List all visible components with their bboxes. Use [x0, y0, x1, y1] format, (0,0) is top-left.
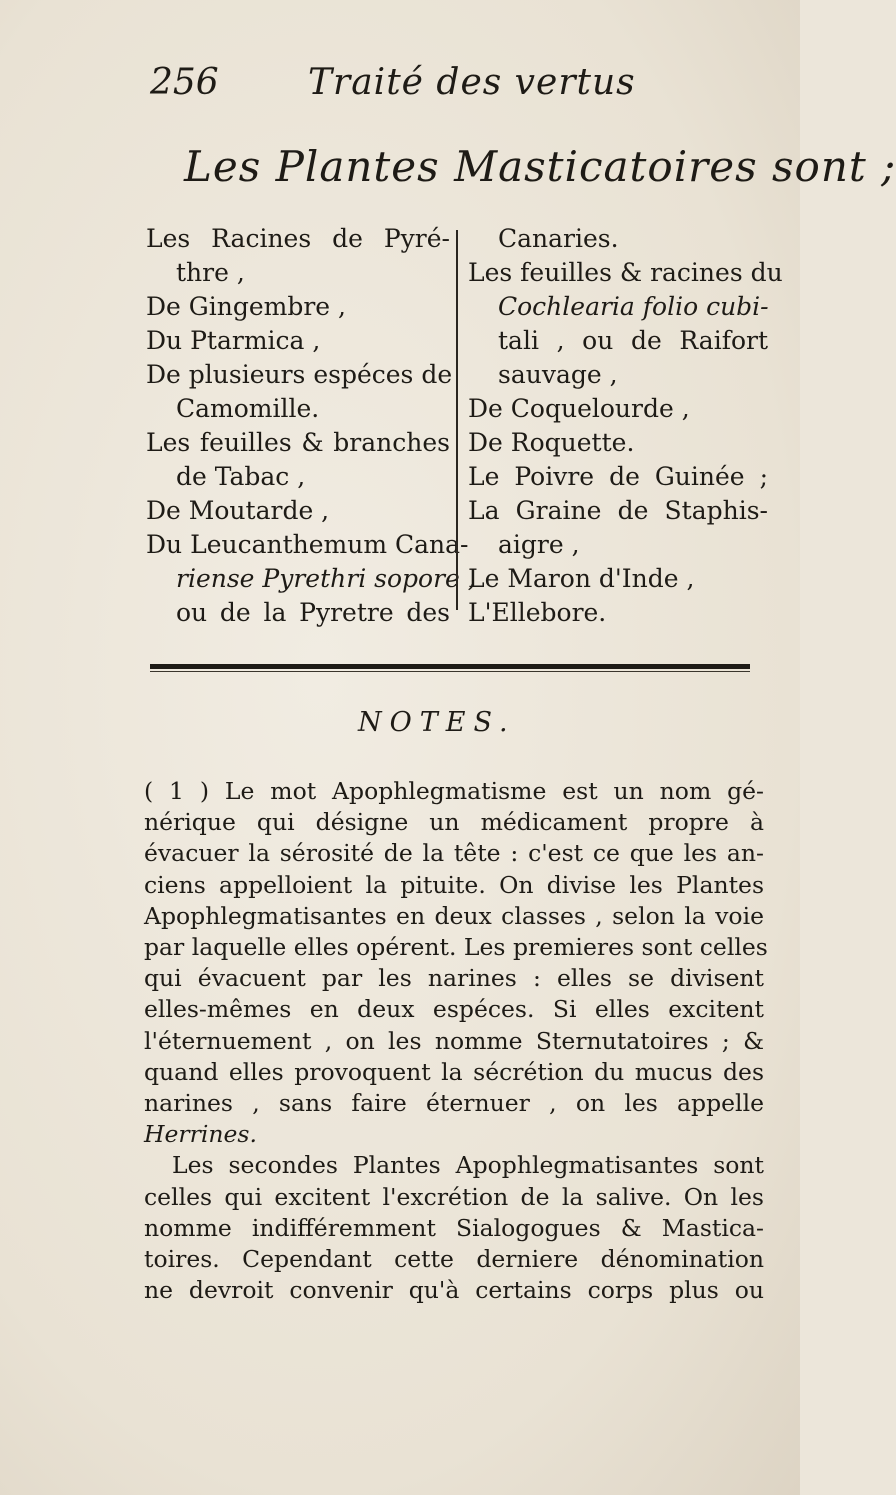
notes-line: quand elles provoquent la sécrétion du mucus des — [144, 1057, 764, 1086]
notes-line: évacuer la sérosité de la tête : c'est ce que les an- — [144, 839, 764, 868]
section-rule-thin — [150, 671, 750, 672]
left-line: De Gingembre , — [146, 292, 346, 321]
notes-line: par laquelle elles opérent. Les premieres sont celles — [144, 933, 768, 962]
left-line: Du Ptarmica , — [146, 326, 321, 355]
notes-line: nérique qui désigne un médicament propre à — [144, 808, 764, 837]
left-column — [146, 222, 476, 630]
right-line: De Coquelourde , — [468, 394, 690, 423]
notes-line: toires. Cependant cette derniere dénomination — [144, 1245, 764, 1274]
running-title: Traité des vertus — [308, 62, 636, 103]
right-line: Le Maron d'Inde , — [468, 564, 695, 593]
page-number: 256 — [150, 62, 219, 103]
notes-line: ciens appelloient la pituite. On divise les Plantes — [144, 870, 764, 899]
right-column — [468, 222, 783, 630]
notes-line: narines , sans faire éternuer , on les appelle — [144, 1089, 764, 1118]
left-line: Les feuilles & branches — [146, 428, 450, 457]
right-line: L'Ellebore. — [468, 598, 607, 627]
right-line: aigre , — [498, 530, 580, 559]
notes-line: qui évacuent par les narines : elles se divisent — [144, 964, 764, 993]
right-line: sauvage , — [498, 360, 618, 389]
left-line: thre , — [176, 258, 245, 287]
notes-line: elles-mêmes en deux espéces. Si elles excitent — [144, 995, 764, 1024]
notes-line: celles qui excitent l'excrétion de la salive. On les — [144, 1182, 764, 1211]
notes-line: Apophlegmatisantes en deux classes , selon la voie — [144, 901, 764, 930]
left-line: de Tabac , — [176, 462, 306, 491]
right-line: La Graine de Staphis- — [468, 496, 768, 525]
right-line: Canaries. — [498, 224, 619, 253]
right-line: De Roquette. — [468, 428, 635, 457]
notes-line: l'éternuement , on les nomme Sternutatoires ; & — [144, 1026, 764, 1055]
right-line: tali , ou de Raifort — [498, 326, 768, 355]
notes-line: Herrines. — [144, 1120, 257, 1149]
notes-line: ne devroit convenir qu'à certains corps plus ou — [144, 1276, 764, 1305]
left-line: ou de la Pyretre des — [176, 598, 450, 627]
left-line: Les Racines de Pyré- — [146, 224, 450, 253]
left-line: Du Leucanthemum Cana- — [146, 530, 469, 559]
notes-line: ( 1 ) Le mot Apophlegmatisme est un nom gé- — [144, 777, 764, 805]
left-line: De plusieurs espéces de — [146, 360, 453, 389]
left-line: De Moutarde , — [146, 496, 330, 525]
section-rule — [150, 664, 750, 669]
notes-line: Les secondes Plantes Apophlegmatisantes sont — [172, 1151, 764, 1180]
right-line: Cochlearia folio cubi- — [498, 292, 769, 321]
notes-line: nomme indifféremment Sialogogues & Mastica- — [144, 1213, 764, 1242]
running-head — [150, 62, 770, 112]
notes-body — [144, 776, 768, 1306]
right-line: Le Poivre de Guinée ; — [468, 462, 768, 491]
notes-heading: NOTES. — [358, 707, 516, 738]
right-line: Les feuilles & racines du — [468, 258, 783, 287]
column-divider — [456, 230, 458, 610]
left-line: Camomille. — [176, 394, 320, 423]
left-line: riense Pyrethri sopore , — [176, 564, 476, 593]
section-title: Les Plantes Masticatoires sont ; — [184, 142, 896, 191]
